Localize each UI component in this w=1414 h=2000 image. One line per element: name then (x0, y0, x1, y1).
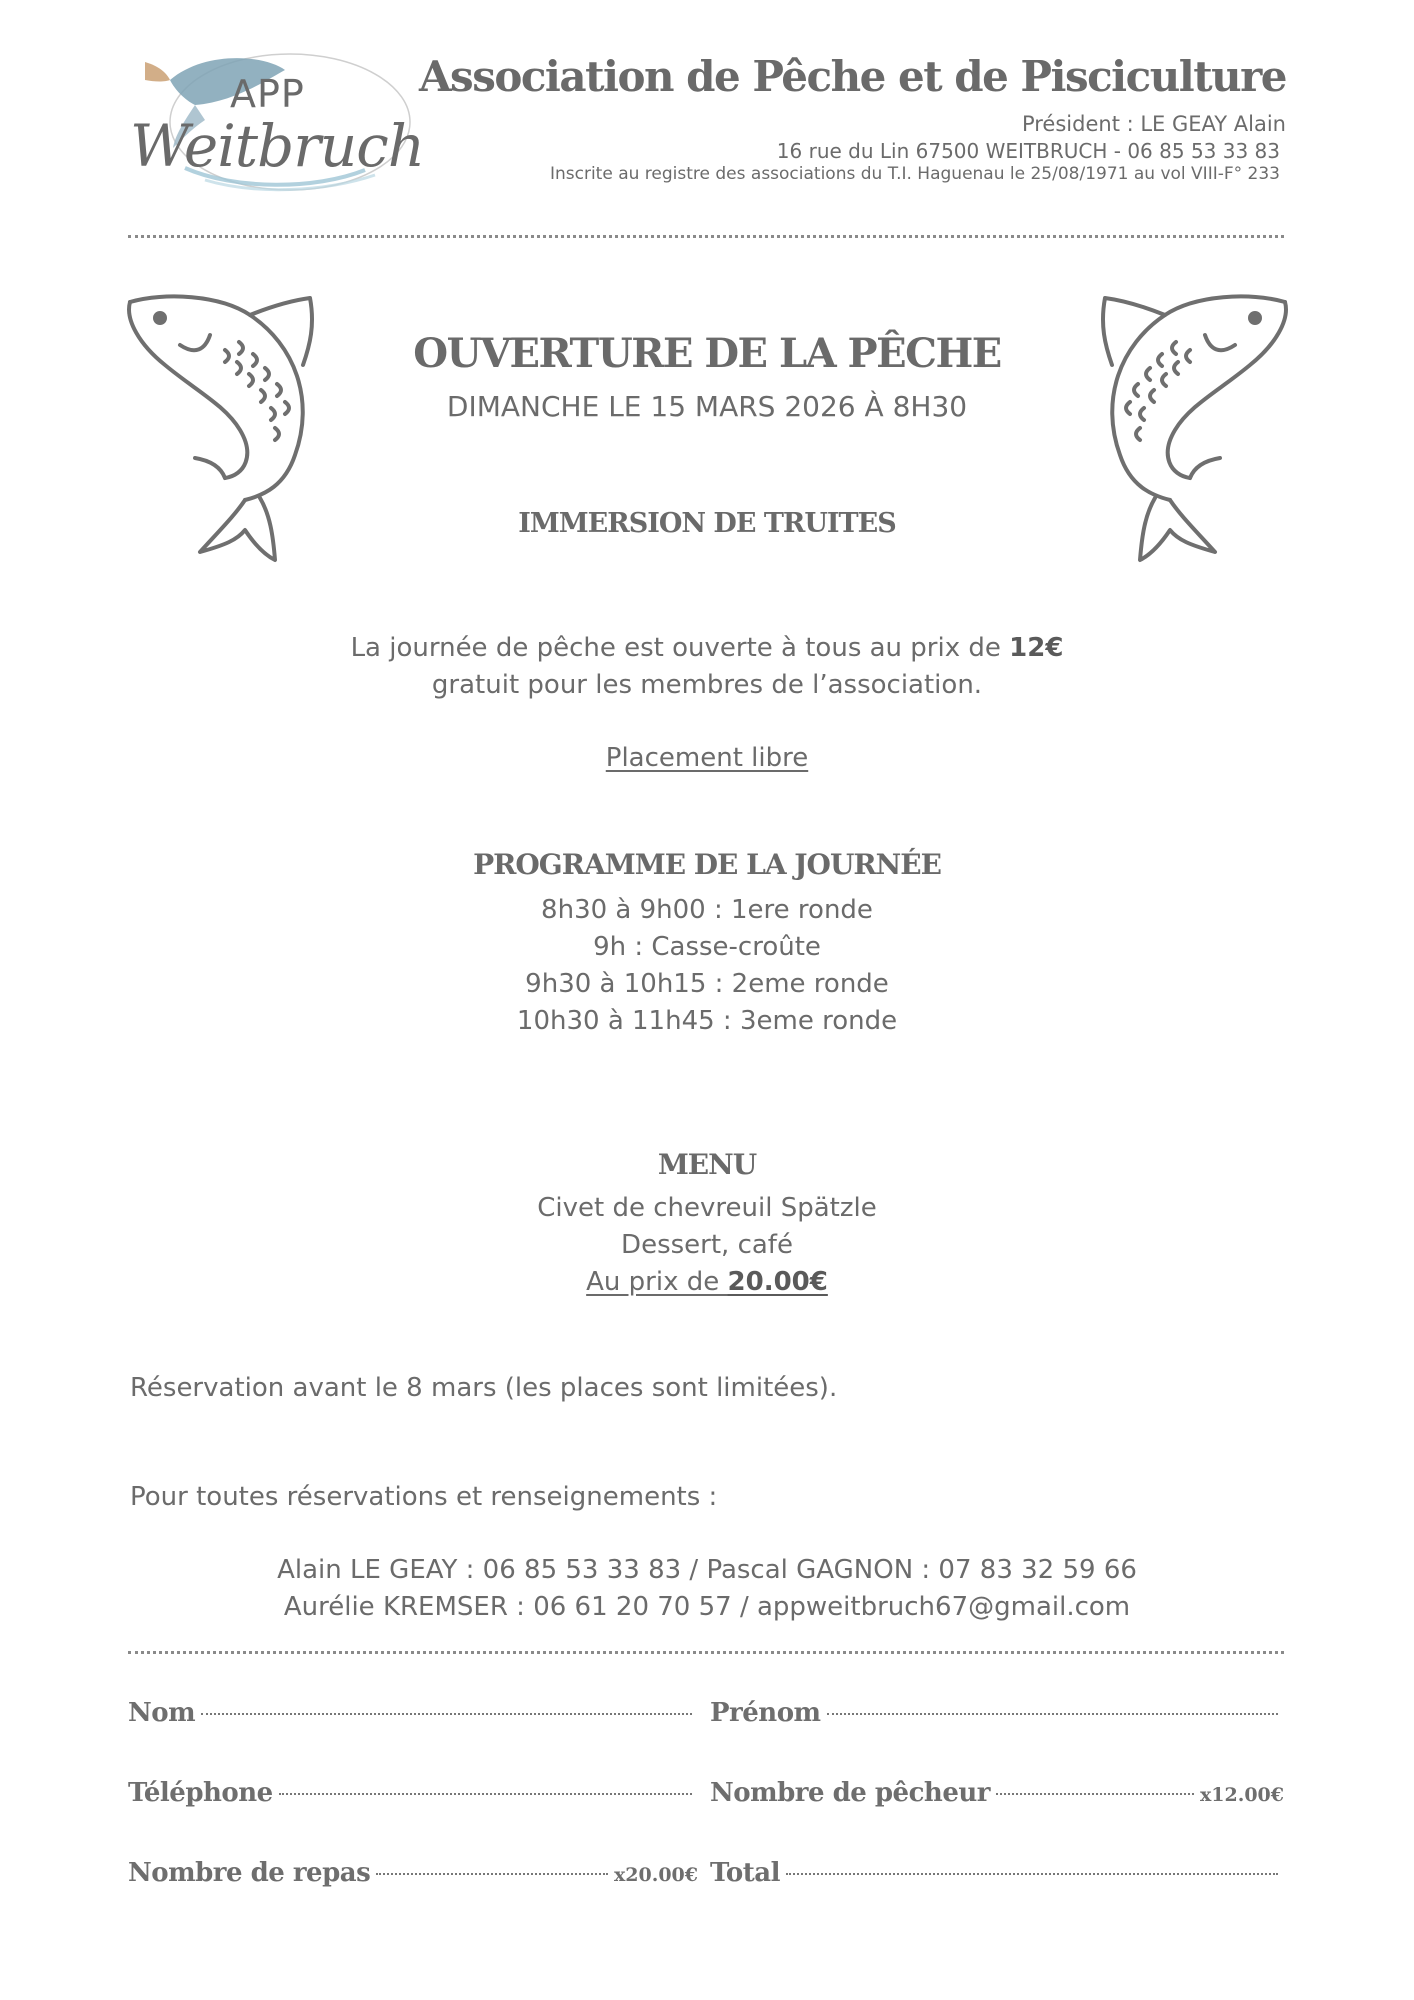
nom-label: Nom (128, 1698, 196, 1728)
repas-field[interactable] (128, 1858, 698, 1888)
pecheur-field[interactable] (710, 1778, 1284, 1808)
menu-price-line (0, 1264, 1414, 1301)
contact-line2: Aurélie KREMSER : 06 61 20 70 57 / appweitbruch67@gmail.com (283, 1592, 1131, 1622)
menu-price-value: 20.00€ (727, 1267, 828, 1297)
event-subtitle: IMMERSION DE TRUITES (518, 508, 896, 539)
event-date: DIMANCHE LE 15 MARS 2026 À 8H30 (446, 390, 968, 423)
telephone-blank[interactable] (279, 1793, 692, 1795)
prenom-blank[interactable] (827, 1713, 1278, 1715)
placement-text: Placement libre (605, 743, 809, 773)
placement-line (0, 740, 1414, 777)
form-divider (128, 1651, 1284, 1654)
programme-item: 8h30 à 9h00 : 1ere ronde (541, 895, 873, 925)
total-blank[interactable] (786, 1873, 1278, 1875)
programme-item: 10h30 à 11h45 : 3eme ronde (516, 1006, 898, 1036)
total-field[interactable] (710, 1858, 1284, 1888)
nom-field[interactable] (128, 1698, 698, 1728)
prenom-label: Prénom (710, 1698, 821, 1728)
event-title: OUVERTURE DE LA PÊCHE (413, 330, 1001, 377)
nom-blank[interactable] (201, 1713, 692, 1715)
pecheur-label: Nombre de pêcheur (710, 1778, 990, 1808)
logo-app-text: APP (230, 72, 305, 116)
pricing-line1 (0, 630, 1414, 667)
telephone-field[interactable] (128, 1778, 698, 1808)
total-label: Total (710, 1858, 780, 1888)
menu-title: MENU (657, 1148, 757, 1181)
pricing-price: 12€ (1009, 633, 1064, 663)
org-name: Association de Pêche et de Pisciculture (418, 52, 1286, 101)
programme-item: 9h : Casse-croûte (593, 932, 821, 962)
header-divider (128, 235, 1284, 238)
repas-blank[interactable] (376, 1873, 608, 1875)
address: 16 rue du Lin 67500 WEITBRUCH - 06 85 53 33 83 (776, 139, 1280, 163)
logo-weitbruch-text: Weitbruch (130, 112, 425, 180)
logo (125, 40, 425, 205)
pecheur-blank[interactable] (996, 1793, 1194, 1795)
programme-item: 9h30 à 10h15 : 2eme ronde (525, 969, 889, 999)
telephone-label: Téléphone (128, 1778, 273, 1808)
menu-item: Civet de chevreuil Spätzle (537, 1193, 877, 1223)
menu-list (0, 1190, 1414, 1301)
programme-title: PROGRAMME DE LA JOURNÉE (473, 848, 941, 881)
programme-list (0, 892, 1414, 1040)
pricing-text: La journée de pêche est ouverte à tous au prix de (350, 633, 1010, 663)
president: Président : LE GEAY Alain (1021, 112, 1286, 136)
menu-price-label: Au prix de (586, 1267, 728, 1297)
pricing-line2: gratuit pour les membres de l’association. (431, 670, 983, 700)
registry: Inscrite au registre des associations du T.I. Haguenau le 25/08/1971 au vol VIII-F° 233 (549, 164, 1280, 184)
pecheur-price: x12.00€ (1199, 1784, 1284, 1806)
reservation-intro: Pour toutes réservations et renseignements : (130, 1482, 718, 1512)
menu-item: Dessert, café (621, 1230, 793, 1260)
repas-label: Nombre de repas (128, 1858, 371, 1888)
reservation-deadline: Réservation avant le 8 mars (les places sont limitées). (130, 1373, 838, 1403)
contact-line1: Alain LE GEAY : 06 85 53 33 83 / Pascal GAGNON : 07 83 32 59 66 (277, 1555, 1137, 1585)
prenom-field[interactable] (710, 1698, 1284, 1728)
repas-price: x20.00€ (613, 1864, 698, 1886)
